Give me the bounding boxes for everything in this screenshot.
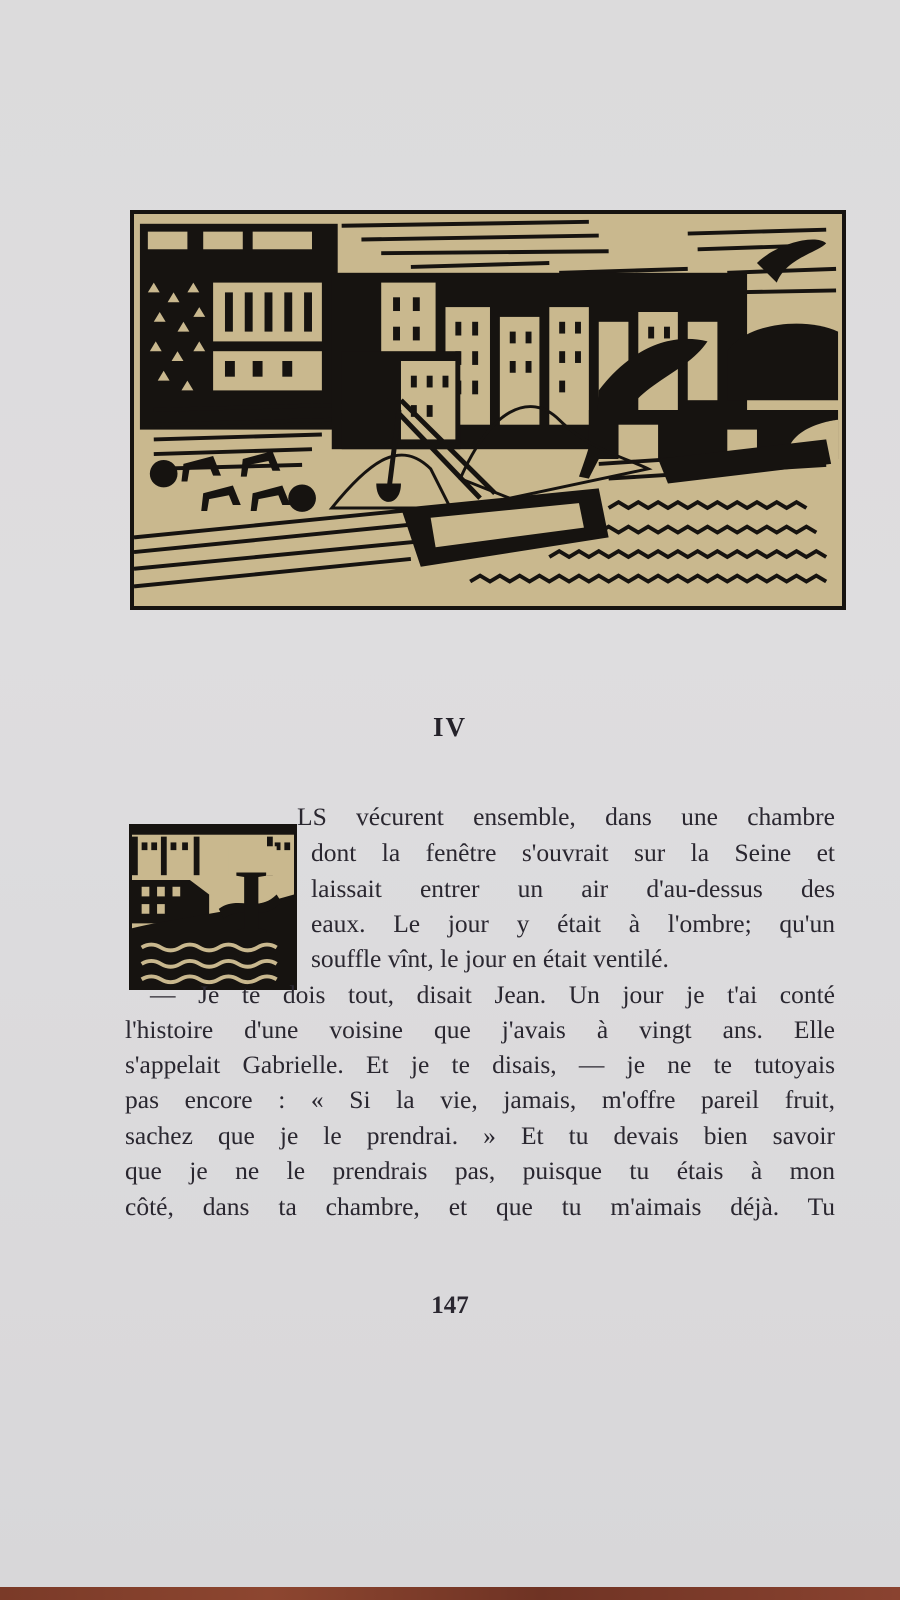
text-line: LS vécurent ensemble, dans une chambre bbox=[297, 802, 835, 831]
chapter-heading: IV bbox=[432, 712, 467, 742]
table-surface bbox=[0, 1587, 900, 1600]
text-line: — Je te dois tout, disait Jean. Un jour je t'ai conté bbox=[150, 980, 835, 1009]
text-line: dont la fenêtre s'ouvrait sur la Seine et bbox=[311, 838, 835, 867]
seine-riverbank-woodcut-icon bbox=[134, 214, 842, 606]
drop-cap-initial bbox=[129, 824, 297, 990]
woodcut-illustration bbox=[130, 210, 846, 610]
text-line: laissait entrer un air d'au-dessus des bbox=[311, 874, 835, 903]
text-line: sachez que je le prendrai. » Et tu devais bien savoir bbox=[125, 1121, 835, 1150]
drop-cap-woodcut-icon bbox=[132, 827, 294, 987]
text-line: côté, dans ta chambre, et que tu m'aimais déjà. Tu bbox=[125, 1192, 835, 1221]
text-line: souffle vînt, le jour en était ventilé. bbox=[311, 944, 669, 973]
text-line: eaux. Le jour y était à l'ombre; qu'un bbox=[311, 909, 835, 938]
text-line: que je ne le prendrais pas, puisque tu étais à mon bbox=[125, 1156, 835, 1185]
page-number: 147 bbox=[431, 1292, 469, 1319]
drop-cap-letter: I bbox=[233, 852, 270, 955]
text-line: l'histoire d'une voisine que j'avais à vingt ans. Elle bbox=[125, 1015, 835, 1044]
text-line: s'appelait Gabrielle. Et je te disais, — je ne te tutoyais bbox=[125, 1050, 835, 1079]
text-line: pas encore : « Si la vie, jamais, m'offre pareil fruit, bbox=[125, 1085, 835, 1114]
